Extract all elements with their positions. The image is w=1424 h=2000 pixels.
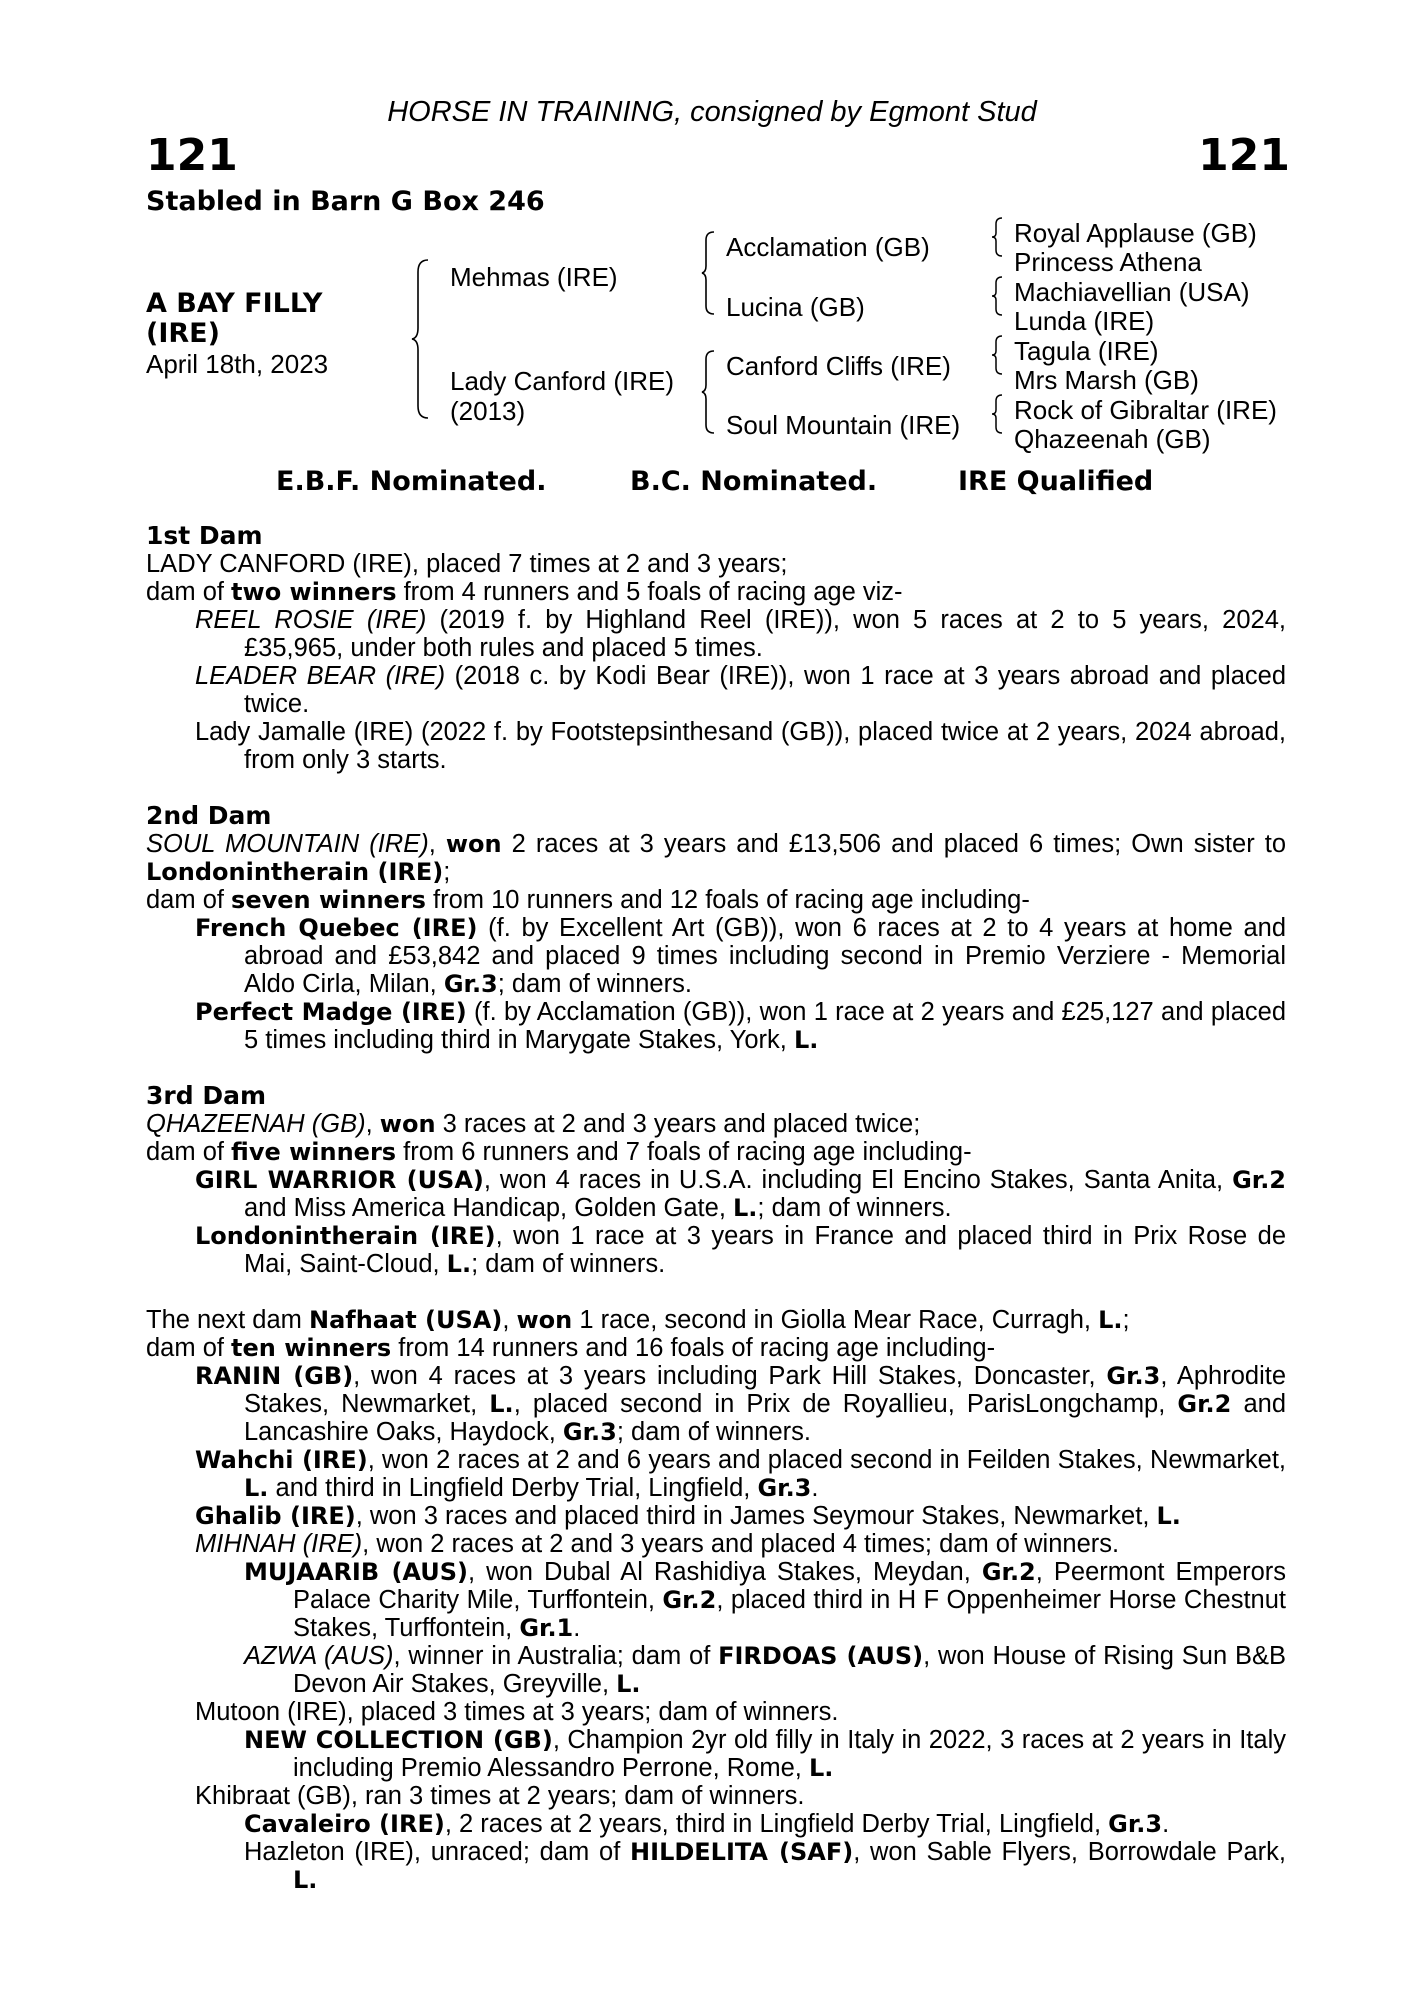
dam-name: QHAZEENAH (GB) xyxy=(146,1110,366,1138)
text: , won 4 races at 3 years including Park Hill Stakes, Doncaster, xyxy=(353,1362,1107,1390)
pedigree-g5: Tagula (IRE) xyxy=(1014,336,1159,366)
text: Gr.2 xyxy=(662,1586,717,1614)
text: Gr.2 xyxy=(1232,1166,1287,1194)
text: L. xyxy=(1098,1306,1123,1334)
text: The next dam xyxy=(146,1306,309,1334)
pedigree-sire-dam: Lucina (GB) xyxy=(726,292,865,322)
produce-name: LEADER BEAR (IRE) xyxy=(195,662,446,690)
text: dam of xyxy=(146,1334,232,1362)
winners-count: two winners xyxy=(231,578,397,606)
produce-entry xyxy=(195,1166,1286,1222)
produce-entry xyxy=(195,998,1286,1054)
produce-entry: Lady Jamalle (IRE) (2022 f. by Footstepsinthesand (GB)), placed twice at 2 years, 2024 abroad, from only 3 starts. xyxy=(195,718,1286,774)
dam-name: Nafhaat (USA) xyxy=(309,1306,503,1334)
text: Gr.2 xyxy=(981,1558,1036,1586)
produce-entry xyxy=(195,662,1286,718)
text: , xyxy=(502,1306,517,1334)
produce-entry xyxy=(244,1558,1286,1642)
text: L. xyxy=(293,1866,318,1894)
produce-entry xyxy=(195,1530,1286,1558)
text: and Miss America Handicap, Golden Gate, xyxy=(244,1194,733,1222)
third-dam-produce-line xyxy=(146,1138,1286,1166)
text: , won 1 race at 3 years in France and placed third in Prix Rose de Mai, Saint-Cloud, xyxy=(244,1222,1287,1278)
text: won xyxy=(379,1110,436,1138)
third-dam-section xyxy=(146,1082,1286,1278)
text: , Champion 2yr old filly in Italy in 2022, 3 races at 2 years in Italy including Premio Alessandro Perrone, Rome, xyxy=(293,1726,1286,1782)
produce-entry xyxy=(195,914,1286,998)
winners-count: seven winners xyxy=(231,886,426,914)
produce-name: RANIN (GB) xyxy=(195,1362,354,1390)
text: , won 3 races and placed third in James Seymour Stakes, Newmarket, xyxy=(355,1502,1157,1530)
pedigree-g8: Qhazeenah (GB) xyxy=(1014,424,1211,454)
text: L. xyxy=(808,1754,834,1782)
produce-entry: Mutoon (IRE), placed 3 times at 3 years; dam of winners. xyxy=(195,1698,839,1726)
pedigree-brace-1 xyxy=(410,258,432,420)
text: ; dam of winners. xyxy=(616,1418,812,1446)
text: dam of xyxy=(146,1138,232,1166)
produce-entry xyxy=(195,606,1286,662)
text: Gr.3 xyxy=(443,970,498,998)
text: , xyxy=(428,830,446,858)
winners-count: five winners xyxy=(231,1138,397,1166)
text: Gr.2 xyxy=(1177,1390,1232,1418)
pedigree-dam-year: (2013) xyxy=(450,396,526,426)
text: , Aphrodite Stakes, Newmarket, xyxy=(244,1362,1286,1418)
pedigree-g3: Machiavellian (USA) xyxy=(1014,277,1250,307)
produce-detail: (2019 f. by Highland Reel (IRE)), won 5 races at 2 to 5 years, 2024, £35,965, under both rules and placed 5 times. xyxy=(244,606,1286,662)
produce-entry xyxy=(195,1502,1286,1530)
pedigree-brace-4 xyxy=(990,216,1006,258)
produce-entry xyxy=(195,1362,1286,1446)
pedigree-g1: Royal Applause (GB) xyxy=(1014,218,1257,248)
produce-name: HILDELITA (SAF) xyxy=(630,1838,854,1866)
winners-count: ten winners xyxy=(231,1334,392,1362)
produce-entry xyxy=(195,1222,1286,1278)
ire-qualified: IRE Qualified xyxy=(958,466,1154,497)
text: L. xyxy=(616,1670,641,1698)
first-dam-title: 1st Dam xyxy=(146,521,263,550)
text: , won Dubal Al Rashidiya Stakes, Meydan, xyxy=(468,1558,982,1586)
produce-name: Perfect Madge (IRE) xyxy=(195,998,467,1026)
lot-number-left: 121 xyxy=(146,130,238,181)
text: and third in Lingfield Derby Trial, Lingfield, xyxy=(268,1474,758,1502)
second-dam-produce-line xyxy=(146,886,1286,914)
ebf-nomination: E.B.F. Nominated. xyxy=(276,466,547,497)
text: L. xyxy=(244,1474,269,1502)
text: dam of xyxy=(146,886,232,914)
text: 3 races at 2 and 3 years and placed twice; xyxy=(435,1110,921,1138)
pedigree-brace-3 xyxy=(700,349,718,435)
second-dam-section xyxy=(146,802,1286,1054)
text: Gr.3 xyxy=(757,1474,812,1502)
pedigree-sire: Mehmas (IRE) xyxy=(450,262,618,292)
catalogue-body xyxy=(146,522,1286,1922)
pedigree-g4: Lunda (IRE) xyxy=(1014,306,1155,336)
text: 1 race, second in Giolla Mear Race, Curragh, xyxy=(572,1306,1099,1334)
produce-name: French Quebec (IRE) xyxy=(195,914,478,942)
produce-name: NEW COLLECTION (GB) xyxy=(244,1726,553,1754)
text: (f. by Excellent Art (GB)), won 6 races at 2 to 4 years at home and abroad and £53,842 and placed 9 times including second in Premio Verziere - Memorial Aldo Cirla, Milan, xyxy=(244,914,1286,998)
bc-nomination: B.C. Nominated. xyxy=(630,466,878,497)
text: , won 2 races at 2 and 3 years and placed 4 times; dam of winners. xyxy=(362,1530,1120,1558)
text: ; dam of winners. xyxy=(497,970,692,998)
produce-name: Londonintherain (IRE) xyxy=(195,1222,496,1250)
pedigree-sire-sire: Acclamation (GB) xyxy=(726,232,930,262)
pedigree-g2: Princess Athena xyxy=(1014,247,1202,277)
produce-name: GIRL WARRIOR (USA) xyxy=(195,1166,484,1194)
next-dam-line xyxy=(146,1306,1286,1334)
text: ; xyxy=(1122,1306,1130,1334)
text: , won 4 races in U.S.A. including El Encino Stakes, Santa Anita, xyxy=(483,1166,1233,1194)
page-header-title: HORSE IN TRAINING, consigned by Egmont Stud xyxy=(387,96,1037,128)
produce-name: MUJAARIB (AUS) xyxy=(244,1558,469,1586)
produce-name: Wahchi (IRE) xyxy=(195,1446,368,1474)
produce-entry xyxy=(244,1810,1286,1838)
second-dam-title: 2nd Dam xyxy=(146,801,272,830)
pedigree-g6: Mrs Marsh (GB) xyxy=(1014,365,1199,395)
text: L. xyxy=(733,1194,758,1222)
stabled-location: Stabled in Barn G Box 246 xyxy=(146,186,545,217)
text: , winner in Australia; dam of xyxy=(393,1642,719,1670)
pedigree-g7: Rock of Gibraltar (IRE) xyxy=(1014,395,1277,425)
produce-name: Cavaleiro (IRE) xyxy=(244,1810,445,1838)
produce-entry xyxy=(244,1726,1286,1782)
text: L. xyxy=(793,1026,819,1054)
text: ; dam of winners. xyxy=(471,1250,666,1278)
text: ; dam of winners. xyxy=(757,1194,952,1222)
text: won xyxy=(445,830,502,858)
dam-name: SOUL MOUNTAIN (IRE) xyxy=(146,830,429,858)
text: , Peermont Emperors Palace Charity Mile, Turffontein, xyxy=(293,1558,1286,1614)
text: (f. by Acclamation (GB)), won 1 race at 2 years and £25,127 and placed 5 times including third in Marygate Stakes, York, xyxy=(244,998,1286,1054)
text: , placed third in H F Oppenheimer Horse Chestnut Stakes, Turffontein, xyxy=(293,1586,1286,1642)
pedigree-brace-2 xyxy=(700,230,718,316)
text: L. xyxy=(1156,1502,1181,1530)
text: , won Sable Flyers, Borrowdale Park, xyxy=(853,1838,1286,1866)
produce-detail: (2018 c. by Kodi Bear (IRE)), won 1 race at 3 years abroad and placed twice. xyxy=(244,662,1287,718)
third-dam-line xyxy=(146,1110,1286,1138)
pedigree-brace-6 xyxy=(990,334,1006,376)
text: dam of xyxy=(146,578,232,606)
produce-name: MIHNAH (IRE) xyxy=(195,1530,363,1558)
next-dam-section xyxy=(146,1306,1286,1894)
pedigree-brace-7 xyxy=(990,393,1006,435)
produce-name: Ghalib (IRE) xyxy=(195,1502,356,1530)
text: Gr.3 xyxy=(1106,1362,1161,1390)
produce-entry: Khibraat (GB), ran 3 times at 2 years; dam of winners. xyxy=(195,1782,805,1810)
text: L. xyxy=(489,1390,514,1418)
text: from 14 runners and 16 foals of racing age including- xyxy=(391,1334,996,1362)
horse-name-line1: A BAY FILLY xyxy=(146,288,323,319)
produce-entry xyxy=(244,1838,1286,1894)
pedigree-dam-sire: Canford Cliffs (IRE) xyxy=(726,351,951,381)
produce-name: AZWA (AUS) xyxy=(244,1642,394,1670)
produce-entry xyxy=(244,1642,1286,1698)
produce-entry xyxy=(195,1446,1286,1502)
text: FIRDOAS (AUS) xyxy=(718,1642,924,1670)
pedigree-dam-dam: Soul Mountain (IRE) xyxy=(726,410,961,440)
text: , 2 races at 2 years, third in Lingfield Derby Trial, Lingfield, xyxy=(444,1810,1109,1838)
text: , won 2 races at 2 and 6 years and placed second in Feilden Stakes, Newmarket, xyxy=(367,1446,1286,1474)
text: , won House of Rising Sun B&B Devon Air Stakes, Greyville, xyxy=(293,1642,1286,1698)
text: Gr.3 xyxy=(1108,1810,1163,1838)
pedigree-brace-5 xyxy=(990,275,1006,317)
second-dam-line xyxy=(146,830,1286,886)
text: won xyxy=(516,1306,573,1334)
first-dam-produce-line xyxy=(146,578,1286,606)
text: Hazleton (IRE), unraced; dam of xyxy=(244,1838,631,1866)
text: from 10 runners and 12 foals of racing age including- xyxy=(425,886,1030,914)
text: , placed second in Prix de Royallieu, ParisLongchamp, xyxy=(513,1390,1178,1418)
text: ; xyxy=(443,858,451,886)
text: Londonintherain (IRE) xyxy=(146,858,444,886)
foaling-date: April 18th, 2023 xyxy=(146,349,329,379)
text: and Lancashire Oaks, Haydock, xyxy=(244,1390,1286,1446)
lot-number-right: 121 xyxy=(1198,130,1290,181)
text: . xyxy=(811,1474,819,1502)
text: Gr.3 xyxy=(562,1418,617,1446)
produce-name: REEL ROSIE (IRE) xyxy=(195,606,427,634)
pedigree-dam: Lady Canford (IRE) xyxy=(450,366,674,396)
next-dam-produce-line xyxy=(146,1334,1286,1362)
text: . xyxy=(1162,1810,1170,1838)
horse-name-line2: (IRE) xyxy=(146,318,220,349)
first-dam-section xyxy=(146,522,1286,774)
text: L. xyxy=(446,1250,472,1278)
text: . xyxy=(573,1614,581,1642)
third-dam-title: 3rd Dam xyxy=(146,1081,266,1110)
text: from 6 runners and 7 foals of racing age including- xyxy=(396,1138,972,1166)
text: from 4 runners and 5 foals of racing age viz- xyxy=(396,578,903,606)
text: , xyxy=(365,1110,380,1138)
first-dam-line: LADY CANFORD (IRE), placed 7 times at 2 and 3 years; xyxy=(146,550,788,578)
text: Gr.1 xyxy=(519,1614,574,1642)
text: 2 races at 3 years and £13,506 and placed 6 times; Own sister to xyxy=(501,830,1287,858)
